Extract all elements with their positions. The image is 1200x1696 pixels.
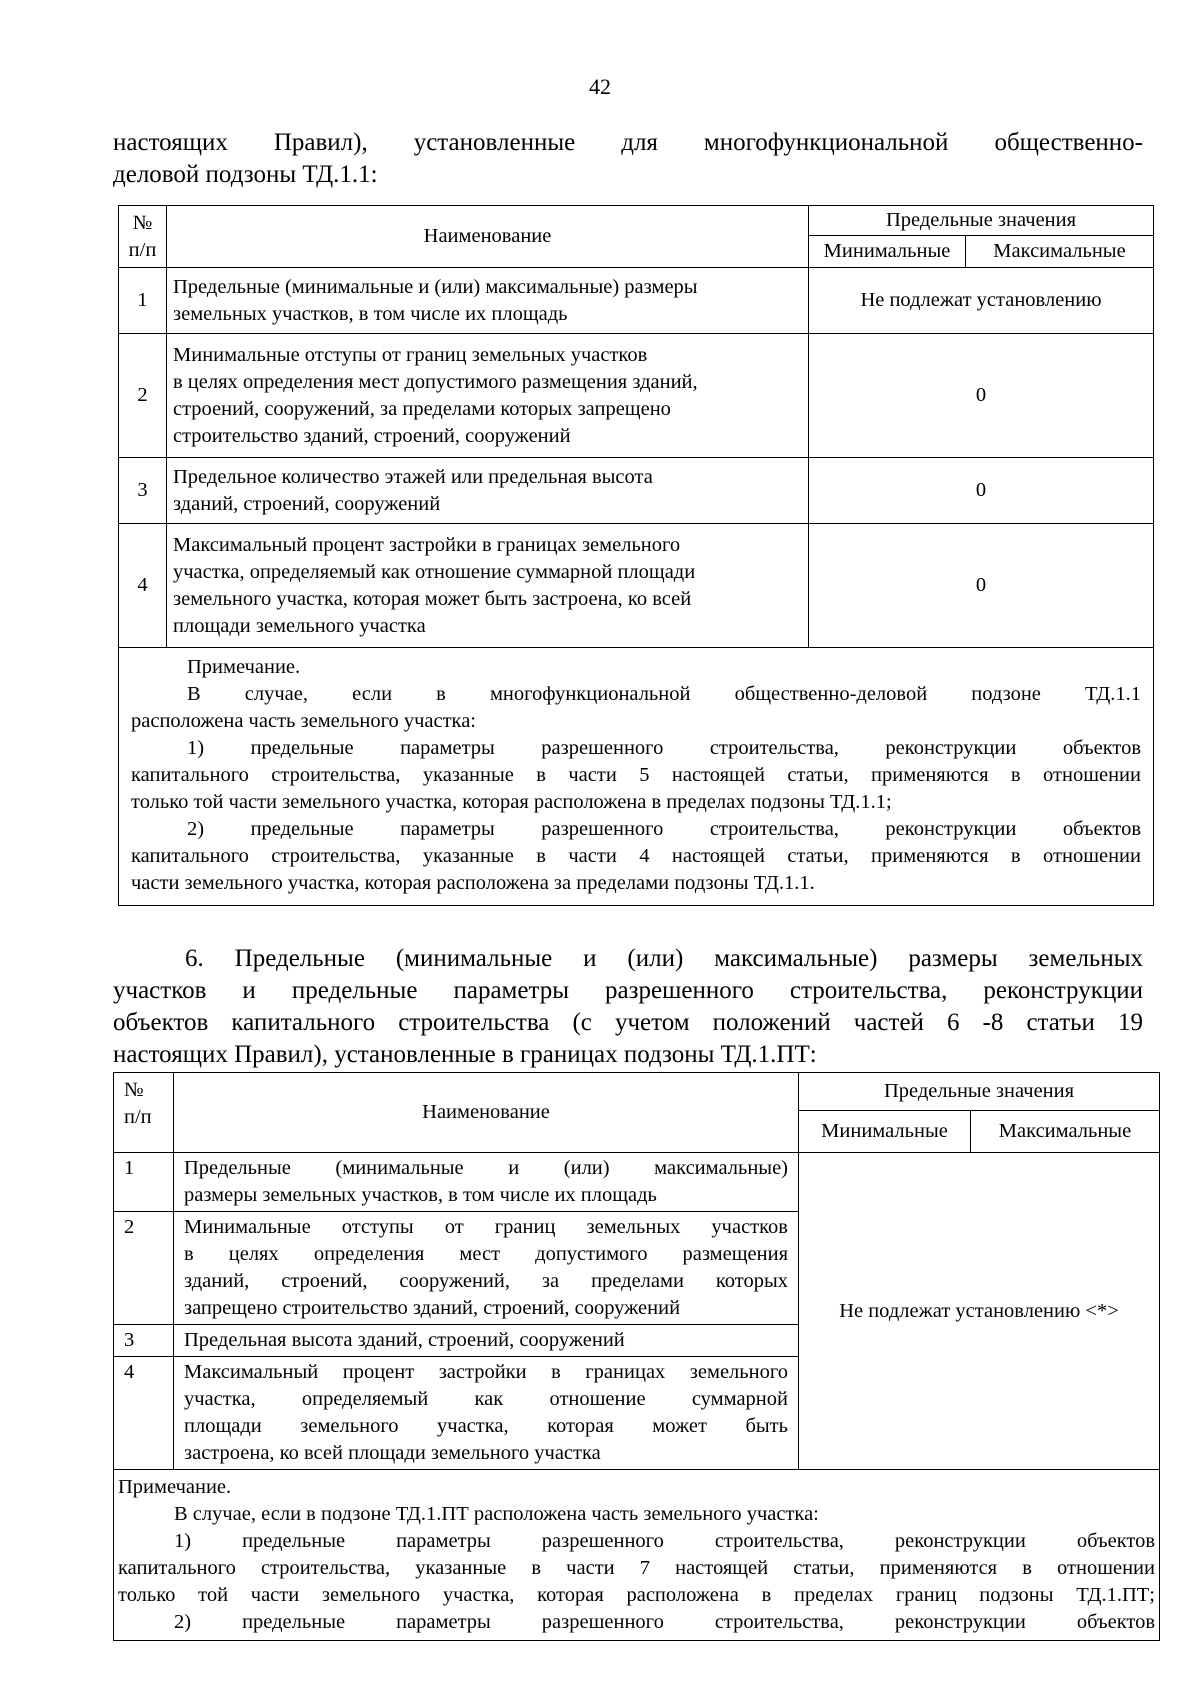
row-name: Максимальный процент застройки в границах земельного участка, определяемый как отношение суммарной площади земельного участка, которая может быть застроена, ко всей площади земельного участка — [174, 1357, 799, 1470]
section-6-line: 6. Предельные (минимальные и (или) максимальные) размеры земельных — [185, 945, 1143, 972]
header-num: № п/п — [114, 1073, 174, 1153]
header-min: Минимальные — [809, 236, 966, 268]
row-name: Минимальные отступы от границ земельных участков в целях определения мест допустимого размещения зданий, строений, сооружений, за пределами которых запрещено строительство зданий, строений, сооружений — [167, 334, 809, 458]
limits-table-td-1-1 — [118, 205, 1154, 906]
header-name: Наименование — [167, 206, 809, 268]
header-limits: Предельные значения — [809, 206, 1154, 236]
intro-paragraph — [113, 127, 1143, 191]
table-row — [114, 1153, 1160, 1212]
header-name: Наименование — [174, 1073, 799, 1153]
section-6-line: участков и предельные параметры разрешенного строительства, реконструкции — [113, 977, 1143, 1004]
header-max: Максимальные — [971, 1111, 1160, 1153]
row-num: 3 — [114, 1325, 174, 1357]
table-row — [119, 268, 1154, 334]
section-6-line: настоящих Правил), установленные в границах подзоны ТД.1.ПТ: — [113, 1041, 817, 1068]
table-row — [119, 524, 1154, 648]
merged-value: Не подлежат установлению <*> — [799, 1153, 1160, 1470]
row-name: Максимальный процент застройки в границах земельного участка, определяемый как отношение суммарной площади земельного участка, которая может быть застроена, ко всей площади земельного участка — [167, 524, 809, 648]
limits-table-td-1-pt — [113, 1072, 1160, 1641]
section-6-line: объектов капитального строительства (с учетом положений частей 6 -8 статьи 19 — [113, 1009, 1143, 1036]
table-row — [119, 458, 1154, 524]
header-max: Максимальные — [966, 236, 1154, 268]
row-name: Предельная высота зданий, строений, сооружений — [174, 1325, 799, 1357]
row-num: 1 — [114, 1153, 174, 1212]
intro-line: деловой подзоны ТД.1.1: — [113, 161, 378, 188]
note-title: Примечание. — [187, 656, 301, 678]
table-row — [119, 334, 1154, 458]
row-name: Минимальные отступы от границ земельных участков в целях определения мест допустимого размещения зданий, строений, сооружений, за пределами которых запрещено строительство зданий, строений, сооружений — [174, 1212, 799, 1325]
row-num: 2 — [119, 334, 167, 458]
row-value: 0 — [809, 334, 1154, 458]
page-number: 42 — [589, 74, 611, 99]
section-6-paragraph — [113, 943, 1143, 1071]
table-note-row — [119, 648, 1154, 906]
row-value: 0 — [809, 524, 1154, 648]
header-num: № п/п — [119, 206, 167, 268]
note-title: Примечание. — [118, 1476, 232, 1498]
row-num: 4 — [114, 1357, 174, 1470]
row-value: Не подлежат установлению — [809, 268, 1154, 334]
table-note: Примечание. В случае, если в многофункциональной общественно-деловой подзоне ТД.1.1 расположена часть земельного участка: 1) предельные параметры разрешенного строительства, реконструкции объектов капитального строительства, указанные в части 5 настоящей статьи, применяются в отношении только той части земельного участка, которая расположена в пределах подзоны ТД.1.1; 2) предельные параметры разрешенного строительства, реконструкции объектов капитального строительства, указанные в части 4 настоящей статьи, применяются в отношении части земельного участка, которая расположена за пределами подзоны ТД.1.1. — [119, 648, 1154, 906]
row-num: 3 — [119, 458, 167, 524]
table-note: Примечание. В случае, если в подзоне ТД.1.ПТ расположена часть земельного участка: 1) предельные параметры разрешенного строительства, реконструкции объектов капитального строительства, указанные в части 7 настоящей статьи, применяются в отношении только той части земельного участка, которая расположена в пределах границ подзоны ТД.1.ПТ; 2) предельные параметры разрешенного строительства, реконструкции объектов — [114, 1470, 1160, 1641]
header-limits: Предельные значения — [799, 1073, 1160, 1111]
row-num: 1 — [119, 268, 167, 334]
table-note-row — [114, 1470, 1160, 1641]
row-name: Предельные (минимальные и (или) максимальные) размеры земельных участков, в том числе их площадь — [174, 1153, 799, 1212]
row-num: 2 — [114, 1212, 174, 1325]
intro-line: настоящих Правил), установленные для многофункциональной общественно- — [113, 129, 1143, 156]
row-name: Предельные (минимальные и (или) максимальные) размеры земельных участков, в том числе их площадь — [167, 268, 809, 334]
row-value: 0 — [809, 458, 1154, 524]
row-num: 4 — [119, 524, 167, 648]
row-name: Предельное количество этажей или предельная высота зданий, строений, сооружений — [167, 458, 809, 524]
header-min: Минимальные — [799, 1111, 971, 1153]
